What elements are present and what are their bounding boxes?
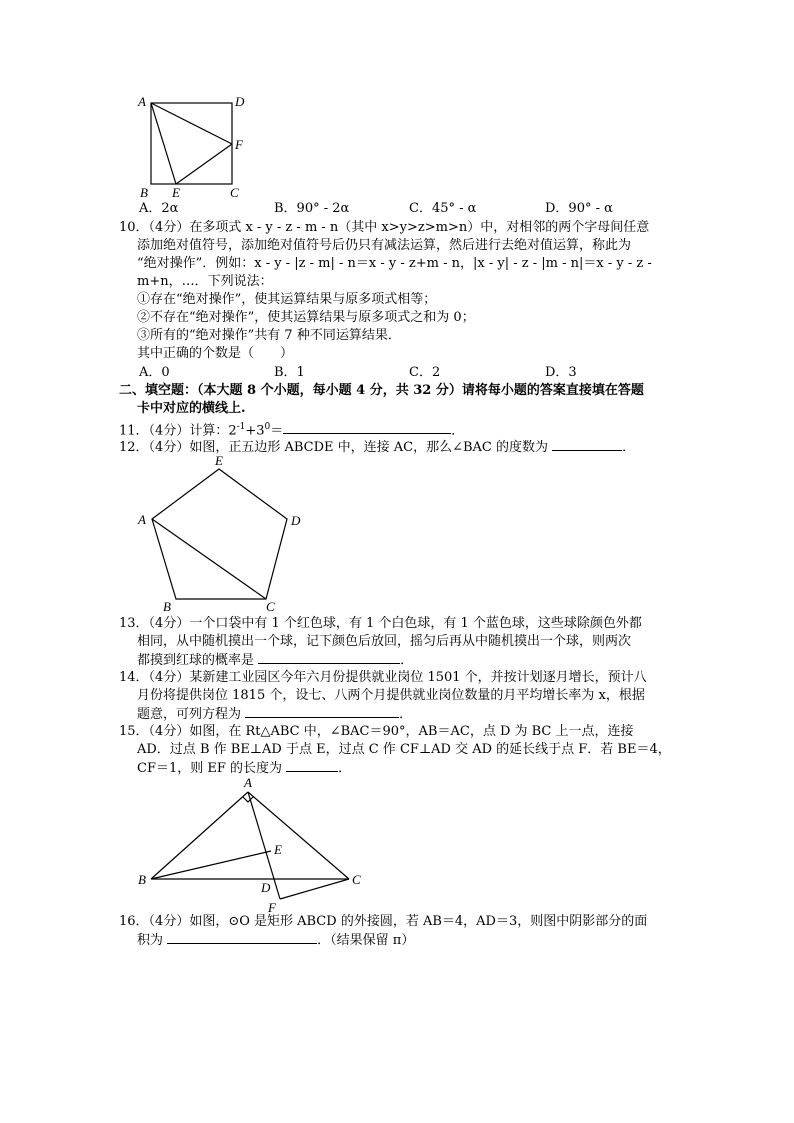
label-E: E — [274, 842, 282, 857]
q11-mid: +3 — [245, 423, 265, 439]
segment-AE — [151, 103, 176, 184]
q9-option-a: A．2α — [139, 201, 179, 216]
q10-line3: “绝对操作”．例如：x - y - |z - m| - n＝x - y - z+m - n，|x - y| - z - |m - n|＝x - y - z - — [137, 256, 652, 271]
segment-AC — [152, 519, 266, 599]
label-A: A — [138, 94, 146, 109]
q15-end: ． — [338, 761, 352, 776]
q9-option-b: B．90° - 2α — [274, 201, 350, 216]
q13-end: ． — [400, 653, 414, 668]
q16-line2: 积为 — [137, 933, 164, 948]
q16-answer-blank[interactable] — [167, 931, 317, 944]
q10-option-a: A．0 — [139, 365, 170, 380]
label-C: C — [230, 185, 239, 200]
q12-text: 12．（4分）如图，正五边形 ABCDE 中，连接 AC，那么∠BAC 的度数为 — [119, 440, 549, 455]
label-C: C — [266, 599, 275, 614]
label-A: A — [138, 512, 146, 527]
label-B: B — [138, 872, 146, 887]
q9-option-d: D．90° - α — [545, 201, 613, 216]
label-F: F — [268, 900, 276, 915]
q14-answer-blank[interactable] — [245, 705, 399, 718]
q9-option-c: C．45° - α — [409, 201, 477, 216]
label-D: D — [235, 94, 245, 109]
q10-line1: 10．（4分）在多项式 x - y - z - m - n（其中 x>y>z>m>n）中，对相邻的两个字母间任意 — [119, 220, 650, 235]
q10-line4: m+n，…．下列说法： — [137, 274, 273, 289]
q10-ask: 其中正确的个数是（ ） — [137, 346, 294, 361]
label-B: B — [163, 599, 171, 614]
q13-answer-blank[interactable] — [258, 651, 400, 664]
q14-line3: 题意，可列方程为 — [137, 707, 242, 722]
q16-end: ．（结果保留 π） — [317, 933, 415, 948]
q10-option-d: D．3 — [545, 365, 577, 380]
q13-line3: 都摸到红球的概率是 — [137, 653, 255, 668]
label-F: F — [235, 137, 243, 152]
q11-answer-blank[interactable] — [283, 421, 451, 434]
pentagon-figure — [132, 452, 312, 614]
q13-line3-wrap — [137, 651, 413, 669]
label-A: A — [244, 775, 252, 790]
q10-line2: 添加绝对值符号，添加绝对值符号后仍只有减法运算，然后进行去绝对值运算，称此为 — [137, 238, 632, 253]
q15-line3: CF＝1，则 EF 的长度为 — [137, 761, 283, 776]
q11-line — [119, 419, 464, 439]
q11-exp2: 0 — [264, 422, 271, 432]
q11-suffix: ＝ — [270, 423, 284, 439]
label-C: C — [352, 872, 361, 887]
q10-statement-1: ①存在“绝对操作”，使其运算结果与原多项式相等； — [137, 292, 437, 307]
q15-line1: 15．（4分）如图，在 Rt△ABC 中，∠BAC＝90°，AB＝AC，点 D 为 BC 上一点，连接 — [119, 724, 634, 739]
label-D: D — [291, 513, 301, 528]
q12-end: ． — [622, 440, 636, 455]
label-E: E — [172, 185, 180, 200]
label-E: E — [215, 453, 223, 468]
q12-answer-blank[interactable] — [552, 438, 622, 451]
segment-BE — [151, 851, 271, 879]
q13-line1: 13．（4分）一个口袋中有 1 个红色球，有 1 个白色球，有 1 个蓝色球，这些球除颜色外都 — [119, 616, 642, 631]
q11-exp1: -1 — [236, 422, 246, 432]
square-figure — [132, 90, 252, 202]
q14-line2: 月份将提供岗位 1815 个，设七、八两个月提供就业岗位数量的月平均增长率为 x，根据 — [137, 688, 645, 703]
q11-end: ． — [451, 423, 465, 439]
q13-line2: 相同，从中随机摸出一个球，记下颜色后放回，摇匀后再从中随机摸出一个球，则两次 — [137, 634, 632, 649]
label-D: D — [261, 880, 271, 895]
q10-statement-2: ②不存在“绝对操作”，使其运算结果与原多项式之和为 0； — [137, 310, 475, 325]
segment-AB — [151, 792, 248, 879]
q16-line1: 16．（4分）如图，⊙O 是矩形 ABCD 的外接圆，若 AB＝4，AD＝3，则图中阴影部分的面 — [119, 914, 648, 929]
q11-prefix: 11．（4分）计算：2 — [119, 423, 237, 439]
q15-answer-blank[interactable] — [286, 759, 338, 772]
q10-option-c: C．2 — [409, 365, 441, 380]
triangle-figure — [134, 774, 374, 916]
q10-statement-3: ③所有的“绝对操作”共有 7 种不同运算结果． — [137, 328, 401, 343]
q14-end: ． — [399, 707, 413, 722]
right-angle-mark — [243, 797, 253, 802]
q15-line2: AD．过点 B 作 BE⊥AD 于点 E，过点 C 作 CF⊥AD 交 AD 的延长线于点 F．若 BE＝4， — [137, 742, 671, 757]
q14-line3-wrap — [137, 705, 412, 723]
segment-AF — [151, 103, 232, 144]
section-heading-line1: 二、填空题：（本大题 8 个小题，每小题 4 分，共 32 分）请将每小题的答案直接填在答题 — [119, 383, 644, 398]
q14-line1: 14．（4分）某新建工业园区今年六月份提供就业岗位 1501 个，并按计划逐月增长，预计八 — [119, 670, 647, 685]
segment-AC — [248, 792, 349, 879]
section-heading-line2: 卡中对应的横线上. — [137, 401, 246, 416]
label-B: B — [140, 185, 148, 200]
q16-line2-wrap — [137, 931, 414, 949]
segment-CF — [280, 879, 349, 899]
pentagon-outline — [152, 469, 287, 599]
q10-option-b: B．1 — [274, 365, 305, 380]
segment-EF — [176, 144, 232, 184]
